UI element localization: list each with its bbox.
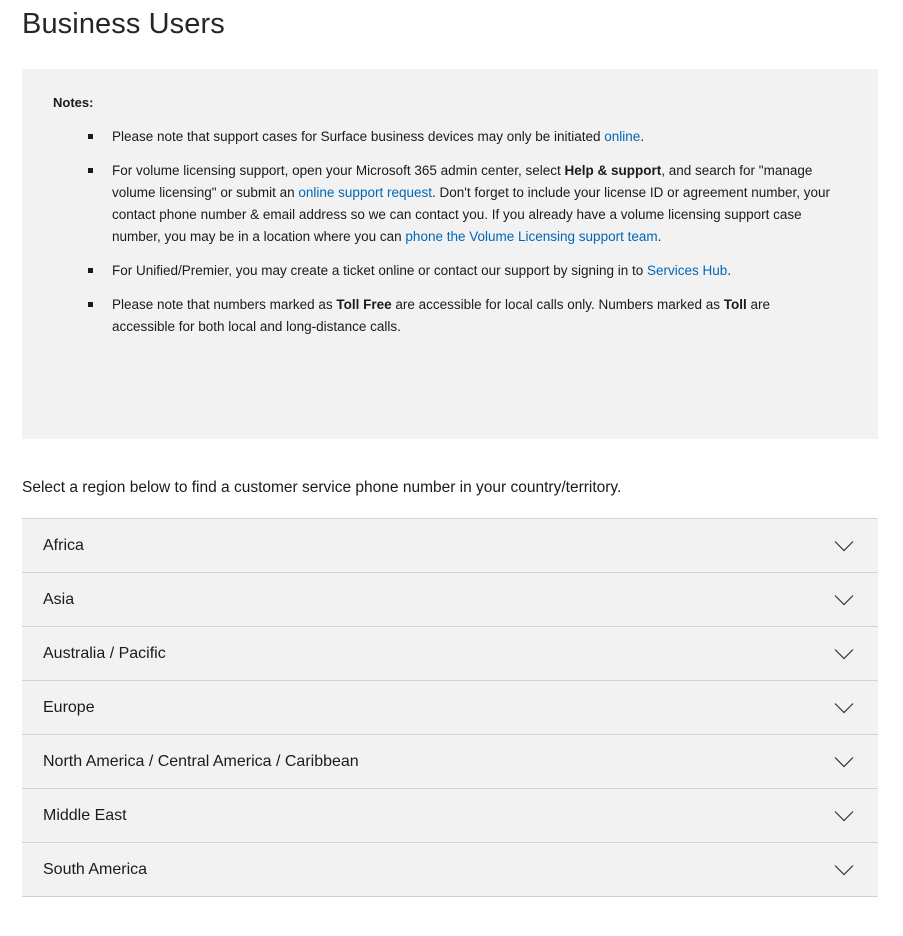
notes-list bbox=[53, 126, 848, 338]
note-bold-text: Toll bbox=[723, 297, 747, 312]
chevron-down-icon[interactable] bbox=[834, 810, 854, 822]
note-link[interactable]: online bbox=[604, 129, 641, 144]
region-accordion-item[interactable] bbox=[22, 681, 878, 735]
note-text: . bbox=[640, 129, 645, 144]
note-text: Please note that numbers marked as bbox=[112, 297, 337, 312]
notes-panel bbox=[22, 69, 878, 439]
region-accordion-item[interactable] bbox=[22, 519, 878, 573]
note-link[interactable]: online support request bbox=[298, 185, 432, 200]
region-label: Europe bbox=[43, 698, 95, 716]
chevron-down-icon[interactable] bbox=[834, 864, 854, 876]
chevron-down-icon[interactable] bbox=[834, 594, 854, 606]
note-text: . Don't forget to include your license ID or agreement number, your contact phone number & email address so we can contact you. If you already have a volume licensing support case number, you may be in a location where you can bbox=[112, 185, 831, 244]
bullet-icon bbox=[88, 134, 93, 139]
region-accordion bbox=[22, 518, 878, 897]
note-text: are accessible for local calls only. Numbers marked as bbox=[391, 297, 724, 312]
region-label: Africa bbox=[43, 536, 84, 554]
region-label: Australia / Pacific bbox=[43, 644, 166, 662]
note-link[interactable]: phone the Volume Licensing support team bbox=[405, 229, 658, 244]
region-accordion-item[interactable] bbox=[22, 735, 878, 789]
notes-heading: Notes: bbox=[53, 95, 94, 110]
region-label: North America / Central America / Caribbean bbox=[43, 752, 359, 770]
note-text: are accessible for both local and long-distance calls. bbox=[112, 297, 771, 334]
note-text: Please note that support cases for Surface business devices may only be initiated bbox=[112, 129, 605, 144]
region-accordion-item[interactable] bbox=[22, 573, 878, 627]
note-text: . bbox=[727, 263, 732, 278]
notes-list-item bbox=[53, 294, 848, 338]
notes-list-item bbox=[53, 160, 848, 248]
notes-list-item bbox=[53, 126, 848, 148]
region-accordion-item[interactable] bbox=[22, 789, 878, 843]
notes-list-item bbox=[53, 260, 848, 282]
region-accordion-item[interactable] bbox=[22, 843, 878, 897]
note-text: , and search for "manage volume licensing" or submit an bbox=[112, 163, 813, 200]
note-link[interactable]: Services Hub bbox=[647, 263, 728, 278]
note-bold-text: Help & support bbox=[564, 163, 662, 178]
chevron-down-icon[interactable] bbox=[834, 648, 854, 660]
region-intro-text: Select a region below to find a customer service phone number in your country/territory. bbox=[22, 479, 622, 496]
region-accordion-item[interactable] bbox=[22, 627, 878, 681]
note-text: . bbox=[657, 229, 662, 244]
bullet-icon bbox=[88, 268, 93, 273]
page-title: Business Users bbox=[22, 8, 225, 40]
note-text: For Unified/Premier, you may create a ticket online or contact our support by signing in to bbox=[112, 263, 648, 278]
bullet-icon bbox=[88, 168, 93, 173]
region-label: Middle East bbox=[43, 806, 127, 824]
note-text: For volume licensing support, open your Microsoft 365 admin center, select bbox=[112, 163, 565, 178]
chevron-down-icon[interactable] bbox=[834, 702, 854, 714]
region-label: South America bbox=[43, 860, 148, 878]
note-bold-text: Toll Free bbox=[336, 297, 392, 312]
region-label: Asia bbox=[43, 590, 75, 608]
chevron-down-icon[interactable] bbox=[834, 756, 854, 768]
bullet-icon bbox=[88, 302, 93, 307]
chevron-down-icon[interactable] bbox=[834, 540, 854, 552]
